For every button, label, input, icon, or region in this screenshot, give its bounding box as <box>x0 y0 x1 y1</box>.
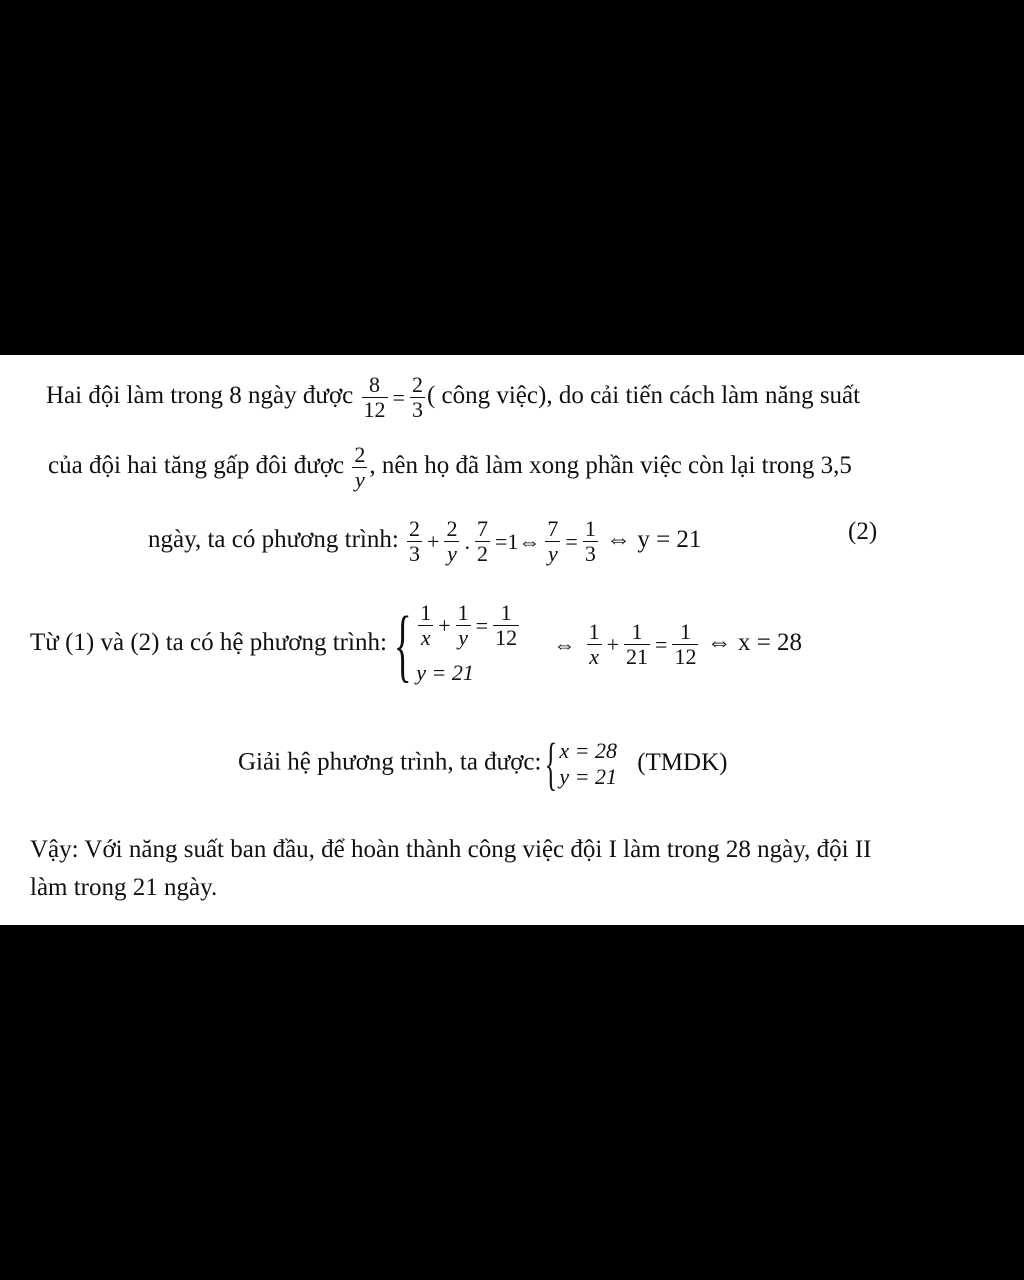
denominator: 12 <box>363 397 386 422</box>
system-row-2: y = 21 <box>416 660 474 685</box>
text: ( công việc), do cải tiến cách làm năng suất <box>426 382 861 410</box>
numerator: 2 <box>411 372 423 397</box>
brace-symbol: { <box>393 598 412 690</box>
fraction <box>456 601 471 650</box>
conclusion-line-1: Vậy: Với năng suất ban đầu, để hoàn thành công việc đội I làm trong 28 ngày, đội II <box>30 836 872 863</box>
fraction <box>352 443 367 492</box>
fraction <box>362 373 388 422</box>
equals-sign: = <box>655 631 668 657</box>
denominator: 3 <box>584 541 596 566</box>
denominator: x <box>589 644 599 669</box>
result: ⇔ y = 21 <box>606 526 702 554</box>
paragraph-line-2 <box>48 443 852 492</box>
system-line <box>30 598 803 690</box>
equals-sign: = <box>475 612 489 638</box>
numerator: 1 <box>672 620 698 645</box>
fraction <box>493 601 519 650</box>
denominator: y <box>458 625 469 650</box>
numerator: 1 <box>457 600 469 625</box>
fraction <box>475 517 490 566</box>
numerator: 2 <box>409 516 421 541</box>
numerator: 1 <box>624 620 650 645</box>
denominator: y <box>447 541 457 566</box>
text: , nên họ đã làm xong phần việc còn lại trong 3,5 <box>369 452 852 480</box>
equals-sign: = <box>392 384 405 410</box>
numerator: 1 <box>588 619 600 644</box>
denominator: 3 <box>409 541 421 566</box>
fraction <box>672 620 698 669</box>
document-panel <box>0 355 1024 925</box>
solution-row-2: y = 21 <box>559 764 617 789</box>
numerator: 7 <box>547 516 559 541</box>
text: ngày, ta có phương trình: <box>148 526 399 554</box>
equals-sign: = <box>565 528 578 554</box>
plus-sign: + <box>427 528 440 554</box>
plus-sign: + <box>438 612 451 638</box>
fraction <box>545 517 560 566</box>
numerator: 1 <box>493 601 519 626</box>
denominator: 12 <box>495 625 518 650</box>
fraction <box>418 601 433 650</box>
solution-system <box>559 738 617 790</box>
solution-line <box>238 731 728 796</box>
dot-sign: . <box>464 528 470 554</box>
numerator: 1 <box>584 516 596 541</box>
equation-system <box>416 601 521 688</box>
text: của đội hai tăng gấp đôi được <box>48 452 345 480</box>
numerator: 2 <box>354 442 366 467</box>
denominator: 2 <box>476 541 488 566</box>
denominator: x <box>420 625 431 650</box>
text: Giải hệ phương trình, ta được: <box>238 748 542 776</box>
fraction <box>444 517 459 566</box>
fraction <box>583 517 598 566</box>
denominator: 21 <box>626 644 649 669</box>
solution-row-1: x = 28 <box>559 738 617 763</box>
conclusion-line-2: làm trong 21 ngày. <box>30 874 218 901</box>
text: Từ (1) và (2) ta có hệ phương trình: <box>30 629 387 657</box>
iff-sign: ⇔ <box>553 631 576 657</box>
fraction <box>407 517 422 566</box>
plus-sign: + <box>606 631 620 657</box>
text: Hai đội làm trong 8 ngày được <box>46 382 354 410</box>
equation-line-1 <box>148 517 701 566</box>
fraction <box>410 373 425 422</box>
fraction <box>624 620 650 669</box>
denominator: y <box>355 467 365 492</box>
system-row-1 <box>416 601 521 650</box>
numerator: 7 <box>476 516 488 541</box>
condition-tag: (TMDK) <box>637 748 728 776</box>
numerator: 8 <box>362 373 388 398</box>
paragraph-line-1 <box>46 373 860 422</box>
denominator: y <box>548 541 558 566</box>
equals-iff-sign: =1⇔ <box>494 528 541 554</box>
numerator: 2 <box>446 516 458 541</box>
result: ⇔ x = 28 <box>706 629 803 657</box>
fraction <box>587 620 602 669</box>
denominator: 12 <box>674 644 697 669</box>
denominator: 3 <box>411 397 423 422</box>
brace-symbol: { <box>545 731 558 796</box>
equation-tag-2: (2) <box>848 518 878 545</box>
numerator: 1 <box>420 600 432 625</box>
